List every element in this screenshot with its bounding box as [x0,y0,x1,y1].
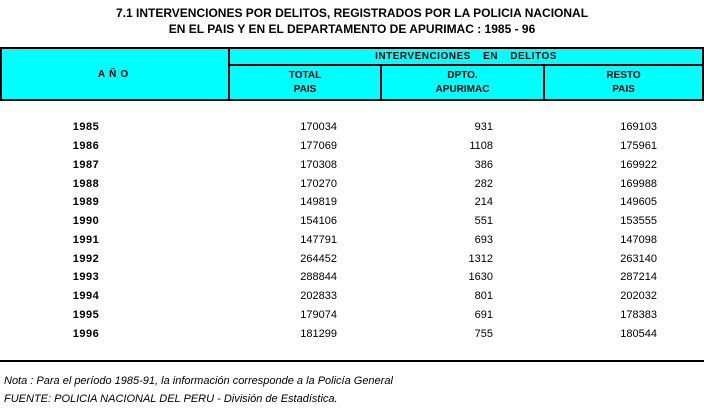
year-cell: 1987 [72,158,100,171]
table-row [0,231,704,250]
year-cell: 1985 [72,121,100,134]
dpto-apurimac-cell: 755 [474,327,493,340]
total-pais-cell: 149819 [300,196,337,209]
total-pais-cell: 154106 [300,215,337,228]
resto-pais-cell: 153555 [620,215,657,228]
total-pais-cell: 202833 [300,290,337,303]
table-row [0,324,704,343]
header-resto-line1: RESTO [606,70,641,81]
table-row [0,212,704,231]
year-cell: 1992 [72,252,100,265]
dpto-apurimac-cell: 282 [474,177,493,190]
header-subcolumns [230,66,702,99]
header-total-line2: PAIS [293,84,317,95]
table-row [0,268,704,287]
year-cell: 1989 [72,196,100,209]
resto-pais-cell: 178383 [620,308,657,321]
dpto-apurimac-cell: 1108 [469,140,493,153]
dpto-apurimac-cell: 691 [474,308,493,321]
year-cell: 1993 [72,271,100,284]
divider-line [0,360,704,362]
dpto-apurimac-cell: 1312 [468,252,493,265]
total-pais-cell: 170308 [300,158,337,171]
year-cell: 1994 [72,290,100,303]
total-pais-cell: 181299 [300,327,337,340]
table-row [0,156,704,175]
dpto-apurimac-cell: 1630 [468,271,493,284]
title-line-2: EN EL PAIS Y EN EL DEPARTAMENTO DE APURIMAC : 1985 - 96 [168,22,536,36]
total-pais-cell: 177069 [300,140,337,153]
table-row [0,306,704,325]
resto-pais-cell: 180544 [620,327,657,340]
resto-pais-cell: 149605 [620,196,657,209]
dpto-apurimac-cell: 693 [474,233,493,246]
table-row [0,249,704,268]
total-pais-cell: 147791 [300,233,337,246]
dpto-apurimac-cell: 551 [474,215,493,228]
dpto-apurimac-cell: 386 [474,158,493,171]
table-row [0,193,704,212]
resto-pais-cell: 169922 [620,158,657,171]
footnotes [4,373,700,408]
source-text: FUENTE: POLICIA NACIONAL DEL PERU - División de Estadística. [4,392,338,405]
resto-pais-cell: 175961 [620,140,657,153]
resto-pais-cell: 169103 [620,121,657,134]
table-body [0,118,704,343]
note-text: Nota : Para el período 1985-91, la información corresponde a la Policía General [4,375,393,387]
table-row [0,174,704,193]
year-cell: 1990 [72,215,100,228]
table-row [0,137,704,156]
resto-pais-cell: 202032 [620,290,657,303]
resto-pais-cell: 169988 [620,177,657,190]
year-cell: 1991 [72,233,100,246]
header-resto-pais-cell [545,66,702,99]
resto-pais-cell: 287214 [620,271,657,284]
header-total-line1: TOTAL [288,70,322,81]
year-cell: 1996 [72,327,100,340]
header-dpto-line1: DPTO. [447,70,478,81]
total-pais-cell: 170270 [300,177,337,190]
total-pais-cell: 264452 [300,252,337,265]
title-line-1: 7.1 INTERVENCIONES POR DELITOS, REGISTRADOS POR LA POLICIA NACIONAL [115,6,589,20]
header-total-pais-cell [230,66,382,99]
header-dpto-line2: APURIMAC [435,84,490,95]
table-header [0,47,704,101]
header-span-cell: INTERVENCIONES EN DELITOS [230,49,702,66]
year-cell: 1995 [72,308,100,321]
table-row [0,287,704,306]
dpto-apurimac-cell: 801 [474,290,493,303]
header-resto-line2: PAIS [612,84,635,95]
header-year-cell: AÑO [2,49,230,99]
table-row [0,118,704,137]
header-dpto-apurimac-cell [382,66,545,99]
total-pais-cell: 179074 [300,308,337,321]
total-pais-cell: 288844 [300,271,337,284]
report-title [0,5,704,37]
header-right-section [230,49,702,99]
dpto-apurimac-cell: 214 [474,196,493,209]
resto-pais-cell: 147098 [620,233,657,246]
resto-pais-cell: 263140 [620,252,657,265]
total-pais-cell: 170034 [300,121,337,134]
year-cell: 1988 [72,177,100,190]
year-cell: 1986 [72,140,100,153]
dpto-apurimac-cell: 931 [474,121,493,134]
